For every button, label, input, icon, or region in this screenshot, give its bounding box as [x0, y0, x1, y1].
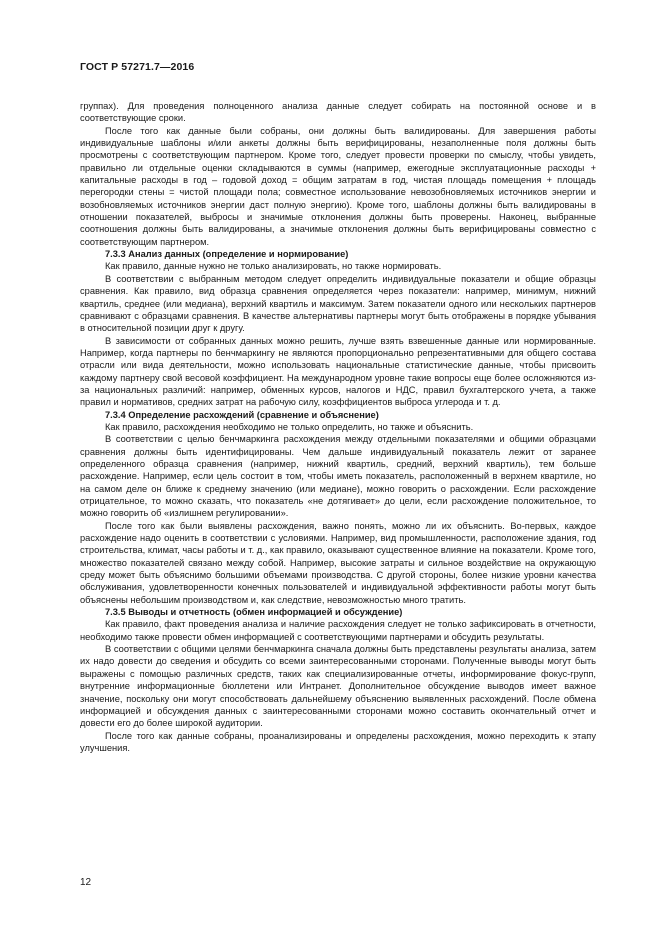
document-header: ГОСТ Р 57271.7—2016	[80, 61, 195, 73]
paragraph: После того как данные собраны, проанализированы и определены расхождения, можно переходить к этапу улучшения.	[80, 730, 596, 753]
paragraph: группах). Для проведения полноценного анализа данные следует собирать на постоянной основе и в соответствующие сроки.	[80, 101, 596, 124]
paragraph: В соответствии с выбранным методом следует определить индивидуальные показатели и общие образцы сравнения. Как правило, вид образца сравнения определяется через показатели: например, минимум, нижний квартиль, среднее (или медиана), верхний квартиль и максимум. Затем показатели одного или нескольких партнеров сравнивают с образцами сравнения. В качестве альтернативы партнеры могут быть отображены в порядке убывания в относительной позиции друг к другу.	[80, 273, 596, 334]
page-number: 12	[80, 877, 92, 888]
section-heading: 7.3.3 Анализ данных (определение и нормирование)	[105, 249, 349, 260]
paragraph: Как правило, данные нужно не только анализировать, но также нормировать.	[105, 261, 442, 272]
paragraph: В соответствии с целью бенчмаркинга расхождения между отдельными показателями и общими образцами сравнения должны быть идентифицированы. Чем дальше индивидуальный показатель лежит от заранее определенного образца сравнения (например, нижний квартиль, средний, верхний квартиль), тем больше расхождение. Например, если цель состоит в том, чтобы иметь показатель, расположенный в верхнем квартиле, но на самом деле он ближе к среднему значению (или медиане), можно говорить о расхождении. Если расхождение отрицательное, то можно сказать, что показатель «не дотягивает» до цели, если расхождение положительное, то можно говорить об «излишнем регулировании».	[80, 434, 596, 519]
paragraph: После того как были выявлены расхождения, важно понять, можно ли их объяснить. Во-первых, каждое расхождение надо оценить в соответствии с условиями. Например, вид промышленности, расположение здания, год строительства, климат, часы работы и т. д., как правило, оказывают существенное влияние на показатели. Кроме того, множество показателей связано между собой. Например, высокие затраты и сильное воздействие на окружающую среду может быть объяснимо большими объемами производства. С другой стороны, более низкие уровни качества обслуживания, удовлетворенности конечных пользователей и индивидуальной эффективности работы могут быть объяснены небольшим производством и, как следствие, невозможностью много тратить.	[80, 520, 596, 605]
paragraph: Как правило, расхождения необходимо не только определить, но также и объяснить.	[105, 421, 474, 432]
paragraph: В зависимости от собранных данных можно решить, лучше взять взвешенные данные или нормированные. Например, когда партнеры по бенчмаркингу не являются пропорционально репрезентативными для общего состава отрасли или вида деятельности, можно использовать национальные статистические данные, чтобы присвоить каждому партнеру свой весовой коэффициент. На международном уровне такие вопросы еще более осложняются из-за национальных различий: например, обменных курсов, налогов и НДС, правил бухгалтерского учета, а также правил и нормативов, средних затрат на рабочую силу, коэффициентов выброса углерода и т. д.	[80, 335, 596, 408]
paragraph: После того как данные были собраны, они должны быть валидированы. Для завершения работы индивидуальные шаблоны и/или анкеты должны быть верифицированы, незаполненные поля должны быть просмотрены с соответствующим партнером. Кроме того, следует провести проверки по смыслу, чтобы увидеть, правильно ли отдельные оценки складываются в суммы (например, ежегодные эксплуатационные расходы + капитальные расходы в год – годовой доход = общим затратам в год, чистая площадь помещения + площадь перегородки стены = чистой площади пола; совместное использование невозобновляемых источников энергии и возобновляемых источников энергии даст полную энергию). Кроме того, шаблоны должны быть валидированы в отношении показателей, выбросы и значимые отклонения должны быть проверены. Наконец, выбранные соотношения должны быть валидированы, а значимые отклонения должны быть верифицированы совместно с соответствующим партнером.	[80, 125, 596, 247]
section-heading: 7.3.4 Определение расхождений (сравнение и объяснение)	[105, 409, 379, 420]
paragraph: Как правило, факт проведения анализа и наличие расхождения следует не только зафиксировать в отчетности, необходимо также провести обмен информацией с соответствующими партнерами и обсудить результаты.	[80, 619, 596, 642]
section-heading: 7.3.5 Выводы и отчетность (обмен информацией и обсуждение)	[105, 607, 403, 618]
paragraph: В соответствии с общими целями бенчмаркинга сначала должны быть представлены результаты анализа, затем их надо довести до сведения и обсудить со всеми заинтересованными сторонами. Полученные выводы могут быть выражены с помощью различных средств, таких как специализированные отчеты, информирование фокус-групп, внутренние информационные бюллетени или Интранет. Дополнительное обсуждение выводов имеет важное значение, поскольку они могут способствовать дальнейшему объяснению выявленных расхождений. После обмена информацией и обсуждения данных с заинтересованными сторонами можно составить окончательный отчет и довести его до более широкой аудитории.	[80, 644, 596, 729]
document-body	[80, 100, 596, 754]
